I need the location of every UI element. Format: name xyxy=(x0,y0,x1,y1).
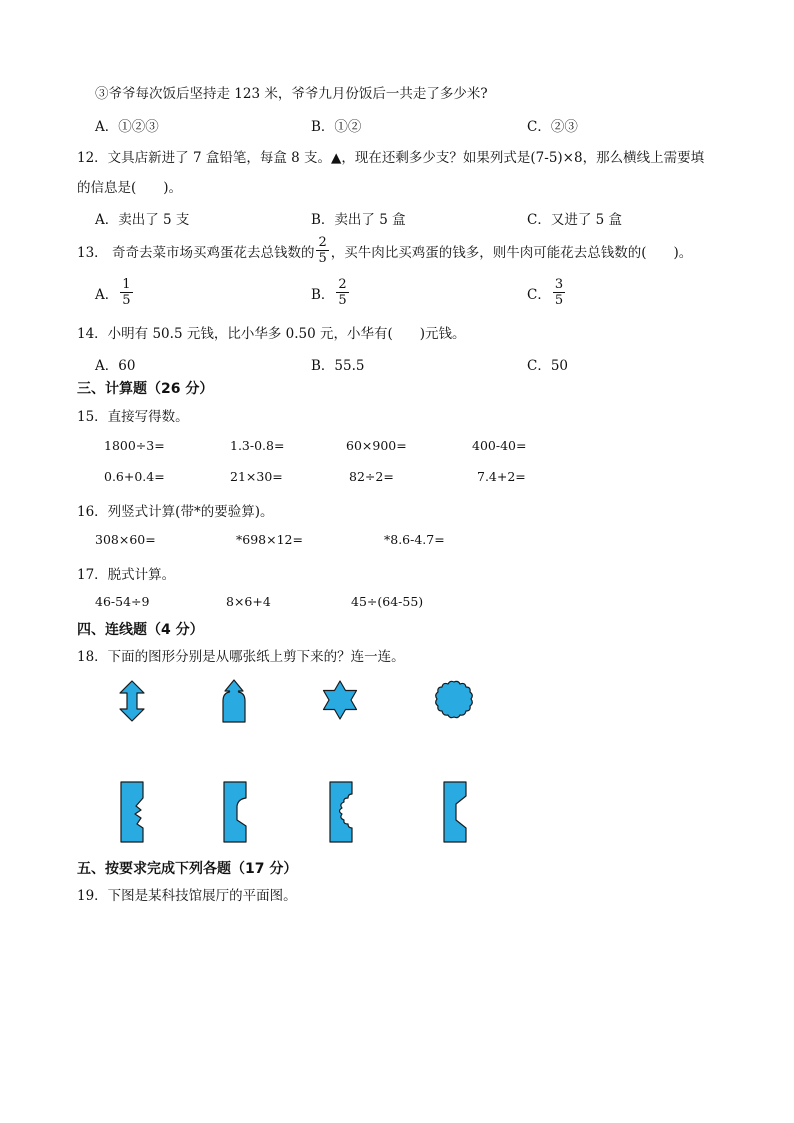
flower-shape[interactable] xyxy=(433,680,475,720)
paper-cut-1[interactable] xyxy=(117,780,147,844)
frac-num: 2 xyxy=(338,277,347,292)
q13-frac-num: 2 xyxy=(318,235,327,250)
frac-num: 1 xyxy=(122,277,131,292)
q15-title: 15．直接写得数。 xyxy=(77,409,189,425)
double-arrow-shape[interactable] xyxy=(118,680,146,722)
option-fraction xyxy=(553,278,565,307)
q12-option-b[interactable]: B．卖出了 5 盒 xyxy=(311,212,406,228)
option-label: C． xyxy=(527,286,551,303)
q12-text-line1: 12．文具店新进了 7 盒铅笔，每盒 8 支。▲，现在还剩多少支？如果列式是(7-5)×8，那么横线上需要填 xyxy=(77,150,705,166)
q11-option-c[interactable]: C．②③ xyxy=(527,119,578,135)
q15-r1c1: 1800÷3= xyxy=(104,438,165,453)
q11-option-a[interactable]: A．①②③ xyxy=(95,119,159,135)
paper-cut-2[interactable] xyxy=(220,780,250,844)
arrow-up-shape[interactable] xyxy=(221,679,247,723)
q13-text xyxy=(77,236,692,265)
option-fraction xyxy=(120,278,132,307)
q13-option-a[interactable] xyxy=(95,278,135,307)
q16-item-1: 308×60= xyxy=(95,532,156,547)
paper-cut-3[interactable] xyxy=(326,780,356,844)
q15-r2c2: 21×30= xyxy=(230,469,283,484)
option-label: A． xyxy=(95,286,119,303)
q12-option-c[interactable]: C．又进了 5 盒 xyxy=(527,212,623,228)
q15-r2c1: 0.6+0.4= xyxy=(104,469,165,484)
q17-item-1: 46-54÷9 xyxy=(95,594,150,609)
q15-r2c4: 7.4+2= xyxy=(477,469,526,484)
q14-option-b[interactable]: B．55.5 xyxy=(311,358,365,374)
frac-den: 5 xyxy=(554,293,564,308)
q13-prefix: 13． 奇奇去菜市场买鸡蛋花去总钱数的 xyxy=(77,244,315,261)
q13-option-c[interactable] xyxy=(527,278,567,307)
q16-item-2: *698×12= xyxy=(236,532,303,547)
q12-text-line2: 的信息是( )。 xyxy=(77,180,183,196)
q16-title: 16．列竖式计算(带*的要验算)。 xyxy=(77,504,274,520)
q16-item-3: *8.6-4.7= xyxy=(384,532,445,547)
q17-title: 17．脱式计算。 xyxy=(77,567,176,583)
star-shape[interactable] xyxy=(320,680,360,720)
section3-title: 三、计算题（26 分） xyxy=(77,381,214,397)
frac-den: 5 xyxy=(122,293,131,308)
frac-num: 3 xyxy=(554,277,564,292)
q12-option-a[interactable]: A．卖出了 5 支 xyxy=(95,212,190,228)
q11-item3: ③爷爷每次饭后坚持走 123 米，爷爷九月份饭后一共走了多少米? xyxy=(95,86,488,102)
q15-r1c4: 400-40= xyxy=(472,438,527,453)
q14-option-a[interactable]: A．60 xyxy=(95,358,136,374)
option-label: B． xyxy=(311,286,335,303)
q15-r2c3: 82÷2= xyxy=(349,469,394,484)
frac-den: 5 xyxy=(338,293,347,308)
q15-r1c2: 1.3-0.8= xyxy=(230,438,285,453)
option-fraction xyxy=(336,278,348,307)
q17-item-2: 8×6+4 xyxy=(226,594,271,609)
q11-option-b[interactable]: B．①② xyxy=(311,119,362,135)
paper-cut-4[interactable] xyxy=(440,780,470,844)
q14-option-c[interactable]: C．50 xyxy=(527,358,569,374)
q15-r1c3: 60×900= xyxy=(346,438,407,453)
q13-suffix: ，买牛肉比买鸡蛋的钱多，则牛肉可能花去总钱数的( )。 xyxy=(330,244,693,261)
section5-title: 五、按要求完成下列各题（17 分） xyxy=(77,861,298,877)
q13-frac-den: 5 xyxy=(318,251,327,266)
q17-item-3: 45÷(64-55) xyxy=(351,594,424,609)
q13-option-b[interactable] xyxy=(311,278,351,307)
section4-title: 四、连线题（4 分） xyxy=(77,622,204,638)
q19-title: 19．下图是某科技馆展厅的平面图。 xyxy=(77,888,297,904)
q14-text: 14．小明有 50.5 元钱，比小华多 0.50 元，小华有( )元钱。 xyxy=(77,326,466,342)
q18-title: 18．下面的图形分别是从哪张纸上剪下来的？连一连。 xyxy=(77,649,405,665)
q13-fraction xyxy=(316,236,328,265)
